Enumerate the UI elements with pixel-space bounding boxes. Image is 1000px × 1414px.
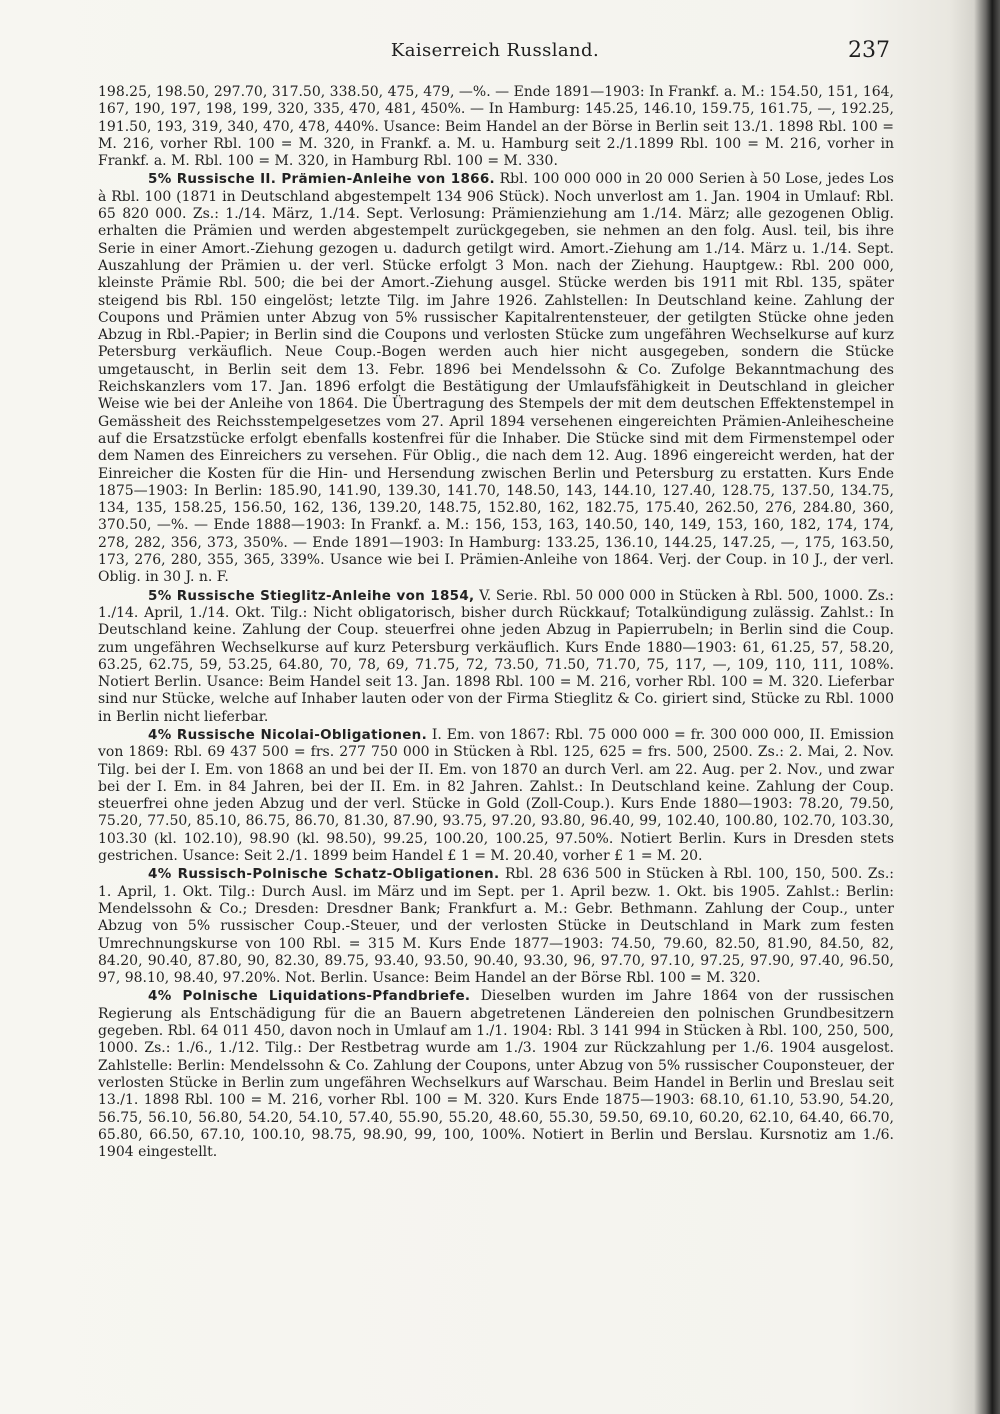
header-title: Kaiserreich Russland. [390, 40, 600, 61]
paragraph-text: Dieselben wurden im Jahre 1864 von der russischen Regierung als Entschädigung für die an Bauern abgetretenen Ländereien den polnischen Grundbesitzern gegeben. Rbl. 64 011 450, davon noch in Umlauf am 1./1. 1904: Rbl. 3 141 994 in Stücken à Rbl. 100, 250, 500, 1000. Zs.: 1./6., 1./12. Tilg.: Der Restbetrag wurde am 1./3. 1904 zur Rückzahlung per 1./6. 1904 ausgelost. Zahlstelle: Berlin: Mendelssohn & Co. Zahlung der Coupons, unter Abzug von 5% russischer Couponsteuer, der verlosten Stücke in Berlin zum ungefähren Wechselkurs auf Warschau. Beim Handel in Berlin und Breslau seit 13./1. 1898 Rbl. 100 = M. 216, vorher Rbl. 100 = M. 320. Kurs Ende 1875—1903: 68.10, 61.10, 53.90, 54.20, 56.75, 56.10, 56.80, 54.20, 54.10, 57.40, 55.90, 55.20, 48.60, 55.30, 59.50, 69.10, 60.20, 62.10, 64.40, 66.70, 65.80, 66.50, 67.10, 100.10, 98.75, 98.90, 99, 100, 100%. Notiert in Berlin und Berslau. Kursnotiz am 1./6. 1904 eingestellt. [98, 988, 894, 1161]
paragraph-praemien-anleihe-1866 [98, 171, 894, 586]
page-body [98, 84, 894, 1162]
section-heading: 5% Russische Stieglitz-Anleihe von 1854, [148, 587, 475, 604]
paragraph-text: Rbl. 100 000 000 in 20 000 Serien à 50 Lose, jedes Los à Rbl. 100 (1871 in Deutschland abgestempelt 134 906 Stück). Noch unverlost am 1. Jan. 1904 in Umlauf: Rbl. 65 820 000. Zs.: 1./14. März, 1./14. Sept. Verlosung: Prämienziehung am 1./14. März; alle gezogenen Oblig. erhalten die Prämien und werden abgestempelt zurückgegeben, sie nehmen an den folg. Ausl. teil, bis ihre Serie in einer Amort.-Ziehung gezogen u. dadurch getilgt wird. Amort.-Ziehung am 1./14. März u. 1./14. Sept. Auszahlung der Prämien u. der verl. Stücke erfolgt 3 Mon. nach der Ziehung. Hauptgew.: Rbl. 200 000, kleinste Prämie Rbl. 500; die bei der Amort.-Ziehung ausgel. Stücke werden bis 1911 mit Rbl. 135, später steigend bis Rbl. 150 eingelöst; letzte Tilg. im Jahre 1926. Zahlstellen: In Deutschland keine. Zahlung der Coupons und Prämien unter Abzug von 5% russischer Kapitalrentensteuer, der getilgten Stücke ohne jeden Abzug in Rbl.-Papier; in Berlin sind die Coupons und verlosten Stücke zum ungefähren Wechselkurse auf kurz Petersburg verkäuflich. Neue Coup.-Bogen werden auch hier nicht ausgegeben, sondern die Stücke umgetauscht, in Berlin seit dem 13. Febr. 1896 bei Mendelssohn & Co. Zufolge Bekanntmachung des Reichskanzlers vom 17. Jan. 1896 erfolgt die Bestätigung der Umlaufsfähigkeit in Deutschland in gleicher Weise wie bei der Anleihe von 1864. Die Übertragung des Stempels der mit dem deutschen Effektenstempel in Gemässheit des Reichsstempelgesetzes vom 27. April 1894 versehenen eingereichten Prämien-Anleihescheine auf die Ersatzstücke erfolgt ebenfalls kostenfrei für die Inhaber. Die Stücke sind mit dem Firmenstempel oder dem Namen des Einreichers zu versehen. Für Oblig., die nach dem 12. Aug. 1896 eingereicht werden, hat der Einreicher die Kosten für die Hin- und Hersendung zwischen Berlin und Petersburg zu erstatten. Kurs Ende 1875—1903: In Berlin: 185.90, 141.90, 139.30, 141.70, 148.50, 143, 144.10, 127.40, 128.75, 137.50, 134.75, 134, 135, 158.25, 156.50, 162, 136, 139.20, 148.75, 152.80, 162, 182.75, 175.40, 262.50, 276, 284.80, 360, 370.50, —%. — Ende 1888—1903: In Frankf. a. M.: 156, 153, 163, 140.50, 140, 149, 153, 160, 182, 174, 174, 278, 282, 356, 373, 350%. — Ende 1891—1903: In Hamburg: 133.25, 136.10, 144.25, 147.25, —, 175, 163.50, 173, 276, 280, 355, 365, 339%. Usance wie bei I. Prämien-Anleihe von 1864. Verj. der Coup. in 10 J., der verl. Oblig. in 30 J. n. F. [98, 171, 894, 586]
paragraph-liquidations-pfandbriefe [98, 988, 894, 1161]
paragraph-text: Rbl. 28 636 500 in Stücken à Rbl. 100, 150, 500. Zs.: 1. April, 1. Okt. Tilg.: Durch Ausl. im März und im Sept. per 1. April bezw. 1. Okt. bis 1905. Zahlst.: Berlin: Mendelssohn & Co.; Dresden: Dresdner Bank; Frankfurt a. M.: Gebr. Bethmann. Zahlung der Coup., unter Abzug von 5% russischer Coup.-Steuer, und der verlosten Stücke in Deutschland in Mark zum festen Umrechnungskurse von 100 Rbl. = 315 M. Kurs Ende 1877—1903: 74.50, 79.60, 82.50, 81.90, 84.50, 82, 84.20, 90.40, 87.80, 90, 82.30, 89.75, 93.40, 93.50, 90.40, 93.30, 96, 97.70, 97.10, 97.25, 97.90, 97.40, 96.50, 97, 98.10, 98.40, 97.20%. Not. Berlin. Usance: Beim Handel an der Börse Rbl. 100 = M. 320. [98, 866, 895, 987]
section-heading: 4% Russische Nicolai-Obligationen. [148, 726, 428, 743]
page-number: 237 [848, 38, 890, 63]
paragraph-stieglitz-anleihe [98, 588, 894, 726]
book-binding-shadow [974, 0, 1000, 1414]
paragraph-schatz-obligationen [98, 866, 894, 987]
section-heading: 4% Polnische Liquidations-Pfandbriefe. [148, 988, 471, 1005]
paragraph-continuation [98, 84, 894, 170]
paragraph-text: V. Serie. Rbl. 50 000 000 in Stücken à Rbl. 500, 1000. Zs.: 1./14. April, 1./14. Okt. Tilg.: Nicht obligatorisch, bisher durch Rückkauf; Totalkündigung zulässig. Zahlst.: In Deutschland keine. Zahlung der Coup. steuerfrei ohne jeden Abzug in Papierrubeln; in Berlin sind die Coup. zum ungefähren Wechselkurse auf kurz Petersburg verkäuflich. Kurs Ende 1880—1903: 61, 61.25, 57, 58.20, 63.25, 62.75, 59, 53.25, 64.80, 70, 78, 69, 71.75, 72, 73.50, 71.50, 71.70, 75, 117, —, 109, 110, 111, 108%. Notiert Berlin. Usance: Beim Handel seit 13. Jan. 1898 Rbl. 100 = M. 216, vorher Rbl. 100 = M. 320. Lieferbar sind nur Stücke, welche auf Inhaber lauten oder von der Firma Stieglitz & Co. giriert sind, Stücke zu Rbl. 1000 in Berlin nicht lieferbar. [98, 587, 894, 725]
section-heading: 4% Russisch-Polnische Schatz-Obligationen. [148, 866, 500, 883]
running-header [100, 40, 890, 66]
paragraph-text: I. Em. von 1867: Rbl. 75 000 000 = fr. 300 000 000, II. Emission von 1869: Rbl. 69 437 500 = frs. 277 750 000 in Stücken à Rbl. 125, 625 = frs. 500, 2500. Zs.: 2. Mai, 2. Nov. Tilg. bei der I. Em. von 1868 an und bei der II. Em. von 1870 an durch Verl. am 22. Aug. per 2. Nov., und zwar bei der I. Em. in 84 Jahren, bei der II. Em. in 82 Jahren. Zahlst.: In Deutschland keine. Zahlung der Coup. steuerfrei ohne jeden Abzug und der verl. Stücke in Gold (Zoll-Coup.). Kurs Ende 1880—1903: 78.20, 79.50, 75.20, 77.50, 85.10, 86.75, 86.70, 81.30, 87.90, 93.75, 97.20, 93.80, 96.40, 99, 102.40, 100.80, 102.70, 103.30, 103.30 (kl. 102.10), 98.90 (kl. 98.50), 99.25, 100.20, 100.25, 97.50%. Notiert Berlin. Kurs in Dresden stets gestrichen. Usance: Seit 2./1. 1899 beim Handel £ 1 = M. 20.40, vorher £ 1 = M. 20. [98, 726, 894, 865]
paragraph-text: 198.25, 198.50, 297.70, 317.50, 338.50, 475, 479, —%. — Ende 1891—1903: In Frankf. a. M.: 154.50, 151, 164, 167, 190, 197, 198, 199, 320, 335, 470, 481, 450%. — In Hamburg: 145.25, 146.10, 159.75, 161.75, —, 192.25, 191.50, 193, 319, 340, 470, 478, 440%. Usance: Beim Handel an der Börse in Berlin seit 13./1. 1898 Rbl. 100 = M. 216, vorher Rbl. 100 = M. 320, in Frankf. a. M. u. Hamburg seit 2./1.1899 Rbl. 100 = M. 216, vorher in Frankf. a. M. Rbl. 100 = M. 320, in Hamburg Rbl. 100 = M. 330. [98, 84, 894, 170]
paragraph-nicolai-obligationen [98, 727, 894, 865]
section-heading: 5% Russische II. Prämien-Anleihe von 1866. [148, 171, 495, 188]
